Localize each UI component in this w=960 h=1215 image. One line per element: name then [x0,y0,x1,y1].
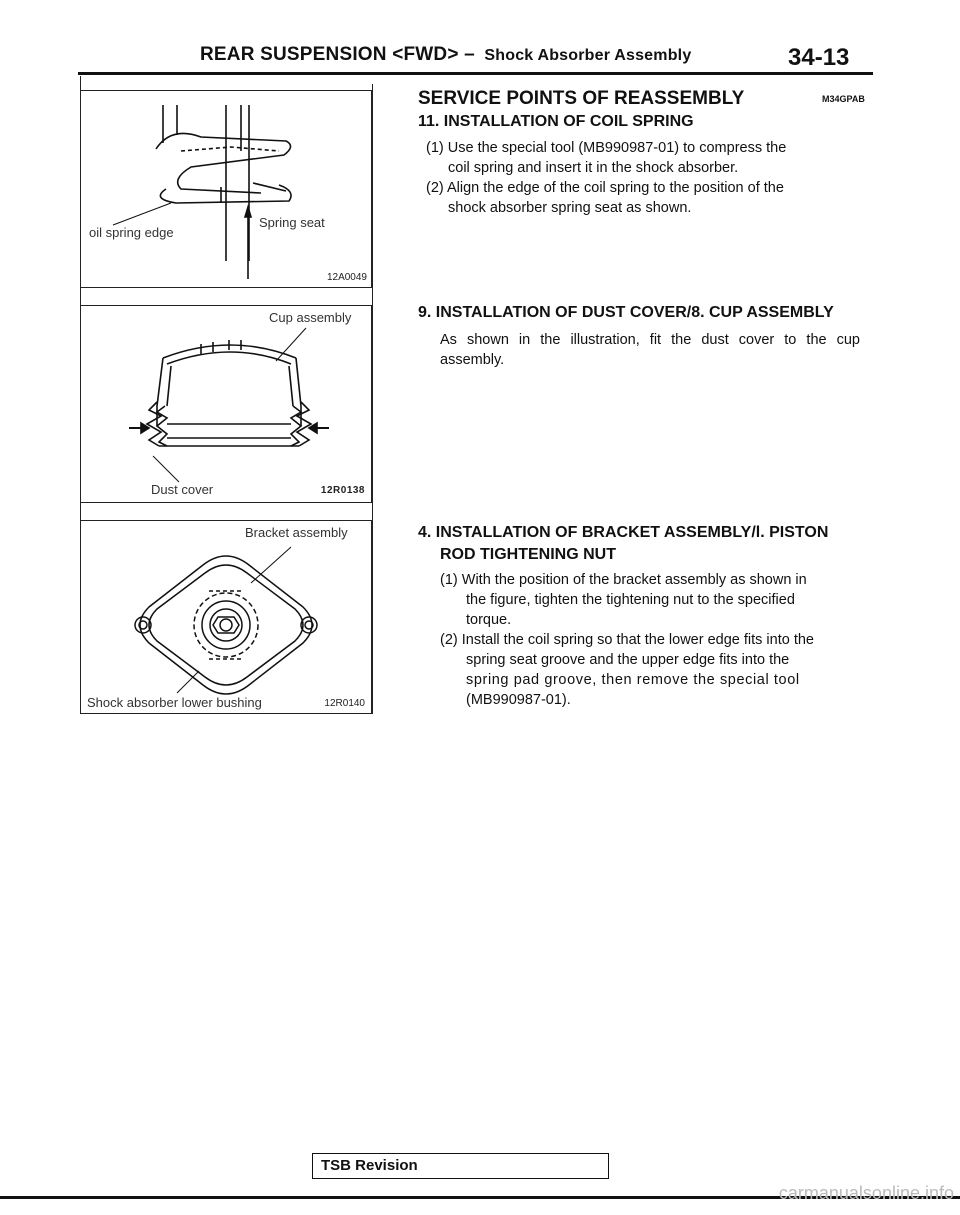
step-coil-2-line1: Align the edge of the coil spring to the position of the [446,180,784,196]
heading-bracket-line1: 4. INSTALLATION OF BRACKET ASSEMBLY/l. PISTON [418,524,829,541]
figure-coil-spring [80,90,372,288]
figure-2-code: 12R0138 [320,485,365,496]
fig3-label-bracket: Bracket assembly [245,525,348,540]
step-bracket-1-line3: torque. [466,612,512,628]
header-variant: <FWD> [392,44,459,65]
step-bracket-1-line1: With the position of the bracket assembly as shown in [461,572,807,588]
step-coil-2-line2: shock absorber spring seat as shown. [448,200,692,216]
header-rule [78,72,873,75]
page-header-title [200,44,691,66]
step-coil-2: (2) Align the edge of the coil spring to the position of the shock absorber spring seat as shown. [426,178,846,218]
dust-cover-illustration [81,306,371,502]
fig1-label-seat: Spring seat [259,215,325,230]
page-number: 34-13 [788,44,850,71]
step-bracket-2-line4: (MB990987-01). [466,692,571,708]
step-bracket-2-line1: Install the coil spring so that the lower edge fits into the [461,632,814,648]
figure-column-right-rule [372,84,373,714]
figure-1-code: 12A0049 [326,272,367,283]
step-coil-1-line2: coil spring and insert it in the shock absorber. [448,160,739,176]
bracket-assembly-illustration [81,521,371,713]
watermark: carmanualsonline.info [778,1183,954,1203]
step-coil-1-line1: Use the special tool (MB990987-01) to compress the [447,140,787,156]
heading-coil-spring: 11. INSTALLATION OF COIL SPRING [418,113,694,130]
paragraph-dust-cover: As shown in the illustration, fit the dust cover to the cup assembly. [440,332,860,368]
tsb-revision-box: TSB Revision [312,1153,609,1179]
fig1-label-edge: oil spring edge [89,225,174,240]
heading-dust-cover: 9. INSTALLATION OF DUST COVER/8. CUP ASSEMBLY [418,304,834,321]
section-code: M34GPAB [822,94,865,104]
step-bracket-2-line2: spring seat groove and the upper edge fits into the [466,652,790,668]
fig2-label-cover: Dust cover [151,482,214,497]
heading-bracket-line2: ROD TIGHTENING NUT [440,546,616,563]
fig3-label-bushing: Shock absorber lower bushing [87,695,262,710]
header-subtitle: Shock Absorber Assembly [484,47,692,64]
figure-3-code: 12R0140 [324,698,365,709]
header-dash: – [464,44,475,65]
step-bracket-2: (2) Install the coil spring so that the lower edge fits into the spring seat groove and the upper edge fits into the spring pad groove, then remove the special tool (MB990987-01). [440,630,860,710]
step-bracket-1-line2: the figure, tighten the tightening nut to the specified [466,592,795,608]
section-title: SERVICE POINTS OF REASSEMBLY [418,88,745,109]
figure-bracket-assembly [80,520,372,714]
figure-dust-cover [80,305,372,503]
coil-spring-illustration [81,91,371,287]
header-section: REAR SUSPENSION [200,44,387,65]
step-bracket-2-line3: spring pad groove, then remove the special tool [466,672,800,688]
step-bracket-1: (1) With the position of the bracket assembly as shown in the figure, tighten the tightening nut to the specified torque. [440,570,860,630]
step-coil-1: (1) Use the special tool (MB990987-01) to compress the coil spring and insert it in the shock absorber. [426,138,846,178]
fig2-label-cup: Cup assembly [269,310,352,325]
